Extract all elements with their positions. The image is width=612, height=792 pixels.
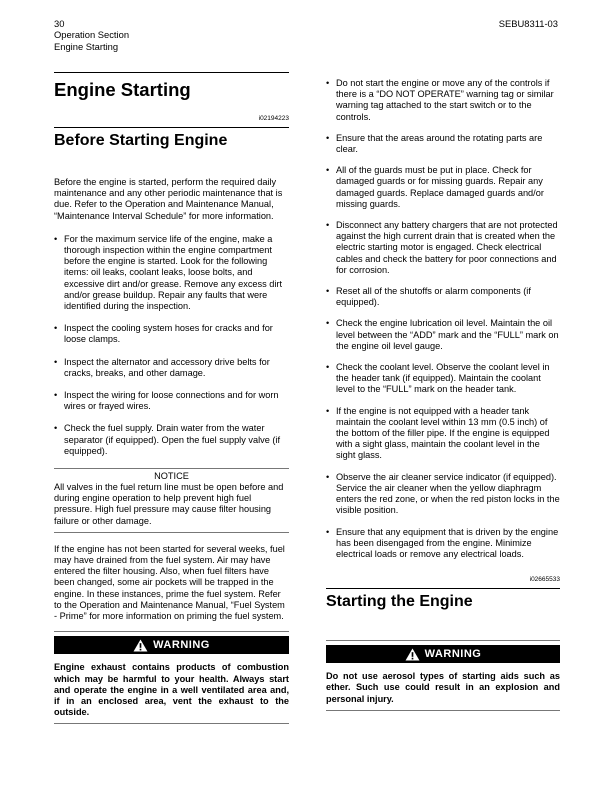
page-title: Engine Starting — [54, 79, 191, 100]
notice-title: NOTICE — [154, 471, 189, 482]
right-column — [326, 78, 560, 711]
title-rule — [54, 72, 289, 73]
notice-text: All valves in the fuel return line must be open before and during engine operation to help prevent high fuel pressure. High fuel pressure may cause filter housing failure or other damage. — [54, 482, 284, 526]
reference-id: i02665533 — [529, 576, 560, 584]
warning-label: WARNING — [424, 648, 482, 661]
list-item: • Do not start the engine or move any of the controls if there is a “DO NOT OPERATE” warning tag or similar warning tag attached to the start switch or to the controls. — [326, 78, 560, 123]
reference-id: i02194223 — [258, 115, 289, 122]
list-item: • For the maximum service life of the engine, make a thorough inspection within the engine compartment before the engine is started. Look for the following items: oil leaks, coolant leaks, loose bolts, and excessive dirt and/or grease. Remove any excess dirt and/or grease buildup. Repair any faults that were identified during the inspection. — [54, 234, 289, 312]
warning-triangle-icon — [133, 639, 148, 652]
section-rule — [326, 588, 560, 589]
list-item: • If the engine is not equipped with a header tank maintain the coolant level within 13 mm (0.5 inch) of the bottom of the filler pipe. If the engine is equipped with a sight glass, maintain the coolant level in the sight glass. — [326, 406, 560, 462]
left-column — [54, 72, 289, 724]
list-item: • Observe the air cleaner service indicator (if equipped). Service the air cleaner when the yellow diaphragm enters the red zone, or when the red piston locks in the visible position. — [326, 472, 560, 517]
warning-label: WARNING — [153, 639, 210, 652]
warning-banner — [54, 636, 289, 654]
section-title: Starting the Engine — [326, 593, 473, 611]
section-title: Before Starting Engine — [54, 132, 228, 149]
list-item: • Check the coolant level. Observe the coolant level in the header tank (if equipped). Maintain the coolant level to the “FULL” mark on the header tank. — [326, 362, 560, 396]
notice-rule-bottom — [54, 532, 289, 533]
list-item: • All of the guards must be put in place. Check for damaged guards or for missing guards. Repair any damaged guards. Replace damaged guards and/or missing guards. — [326, 165, 560, 210]
list-item: • Inspect the cooling system hoses for cracks and for loose clamps. — [54, 323, 289, 345]
pre-start-checklist — [326, 78, 560, 560]
list-item: • Ensure that any equipment that is driven by the engine has been disengaged from the engine. Minimize electrical loads or remove any electrical loads. — [326, 527, 560, 561]
notice-rule-top — [54, 468, 289, 469]
warning-rule-top — [54, 631, 289, 632]
page-header-left — [54, 18, 129, 52]
section-name: Operation Section — [54, 29, 130, 41]
warning-rule-top — [326, 640, 560, 641]
list-item: • Ensure that the areas around the rotating parts are clear. — [326, 133, 560, 155]
warning-rule-bottom — [54, 723, 289, 724]
list-item: • Inspect the wiring for loose connections and for worn wires or frayed wires. — [54, 390, 289, 412]
warning-text: Engine exhaust contains products of combustion which may be harmful to your health. Always start and operate the engine in a well ventilated area and, if in an enclosed area, vent the exhaust to the outside. — [54, 662, 289, 718]
warning-text: Do not use aerosol types of starting aids such as ether. Such use could result in an explosion and personal injury. — [326, 671, 560, 704]
list-item: • Inspect the alternator and accessory drive belts for cracks, breaks, and other damage. — [54, 357, 289, 379]
warning-triangle-icon — [405, 648, 420, 661]
prime-paragraph: If the engine has not been started for several weeks, fuel may have drained from the fuel system. Air may have entered the filter housing. Also, when fuel filters have been changed, some air pockets will be trapped in the engine. In these instances, prime the fuel system. Refer to the Operation and Maintenance Manual, “Fuel System - Prime” for more information on priming the fuel system. — [54, 543, 285, 622]
warning-banner — [326, 645, 560, 663]
warning-rule-bottom — [326, 710, 560, 711]
intro-paragraph: Before the engine is started, perform the required daily maintenance and any other periodic maintenance that is due. Refer to the Operation and Maintenance Manual, “Maintenance Interval Schedule” for more information. — [54, 177, 283, 221]
list-item: • Disconnect any battery chargers that are not protected against the high current drain that is created when the electric starting motor is engaged. Check electrical cables and check the battery for poor connections and for corrosion. — [326, 220, 560, 276]
inspection-list — [54, 234, 289, 457]
subsection-name: Engine Starting — [54, 40, 119, 52]
list-item: • Check the fuel supply. Drain water from the water separator (if equipped). Open the fuel supply valve (if equipped). — [54, 423, 289, 457]
document-id: SEBU8311-03 — [498, 18, 558, 29]
list-item: • Check the engine lubrication oil level. Maintain the oil level between the “ADD” mark and the “FULL” mark on the engine oil level gauge. — [326, 318, 560, 352]
page-number: 30 — [54, 18, 65, 29]
section-rule — [54, 127, 289, 128]
list-item: • Reset all of the shutoffs or alarm components (if equipped). — [326, 286, 560, 308]
